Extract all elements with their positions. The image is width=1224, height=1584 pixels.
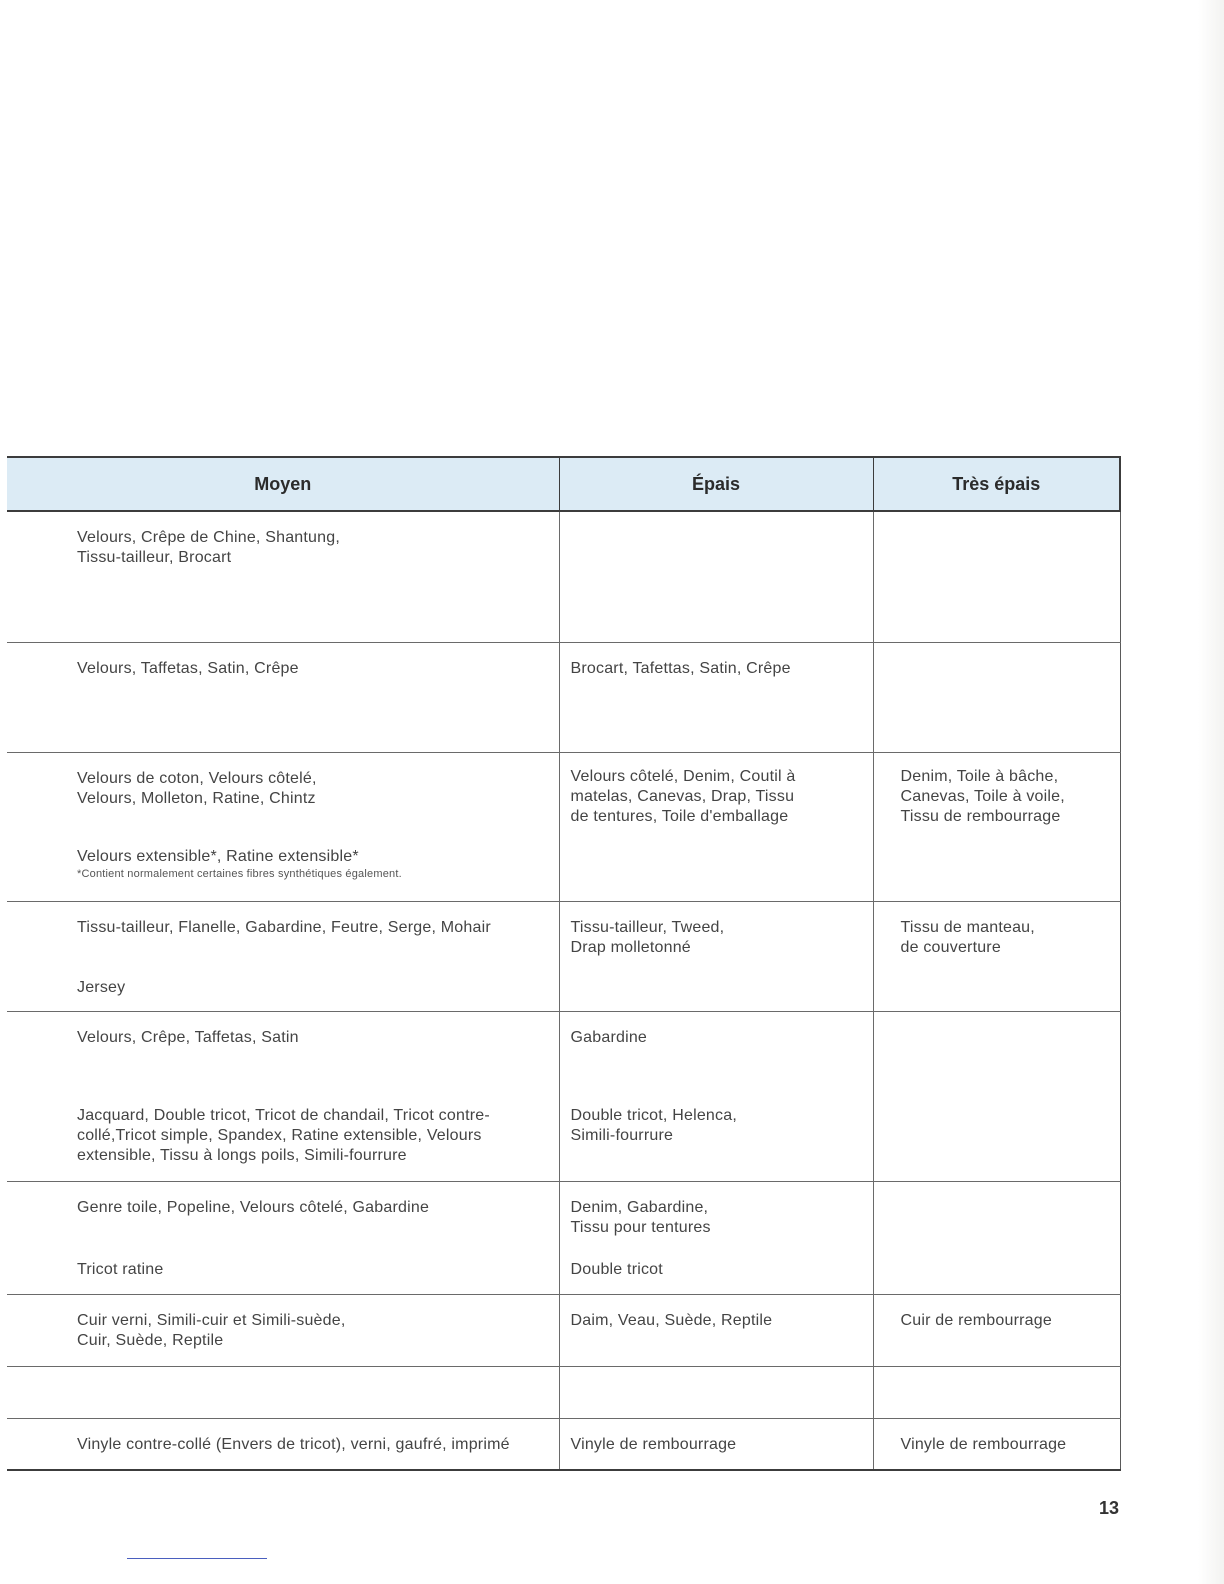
table-row [7, 511, 1120, 642]
cell-moyen [7, 511, 559, 642]
cell-text: Cuir de rembourrage [900, 1311, 1052, 1329]
cell-text: Velours, Crêpe, Taffetas, Satin [77, 1028, 299, 1046]
cell-epais [559, 1294, 873, 1366]
table-row [7, 1366, 1120, 1418]
cell-epais [559, 752, 873, 901]
cell-text: Velours, Crêpe de Chine, Shantung, Tissu-tailleur, Brocart [77, 529, 340, 566]
fabric-weight-table [7, 456, 1121, 1471]
cell-text-secondary: Double tricot [570, 1260, 663, 1278]
cell-text-secondary: Velours extensible*, Ratine extensible* [77, 847, 359, 865]
cell-tres-epais [873, 1418, 1120, 1470]
page-number: 13 [1099, 1498, 1120, 1518]
cell-text: Tissu de manteau, de couverture [900, 918, 1035, 956]
table-row [7, 1294, 1120, 1366]
cell-moyen [7, 901, 559, 1011]
page-edge-shadow [1198, 0, 1224, 1584]
cell-text: Tissu-tailleur, Tweed, Drap molletonné [570, 918, 725, 956]
cell-moyen [7, 642, 559, 752]
cell-tres-epais [873, 511, 1120, 642]
cell-tres-epais [873, 1011, 1120, 1181]
footnote: *Contient normalement certaines fibres synthétiques également. [77, 867, 402, 880]
cell-tres-epais [873, 1294, 1120, 1366]
table-header-row [7, 457, 1120, 511]
cell-text: Vinyle de rembourrage [570, 1435, 737, 1453]
table-row [7, 1418, 1120, 1470]
cell-text: Brocart, Tafettas, Satin, Crêpe [570, 659, 791, 677]
cell-text-secondary: Tricot ratine [77, 1260, 164, 1278]
cell-moyen [7, 1418, 559, 1470]
cell-tres-epais [873, 642, 1120, 752]
cell-text: Denim, Gabardine, Tissu pour tentures [570, 1198, 711, 1236]
cell-text: Gabardine [570, 1028, 648, 1046]
table-row [7, 642, 1120, 752]
cell-text: Vinyle de rembourrage [900, 1435, 1067, 1453]
cell-epais [559, 1181, 873, 1294]
cell-text: Cuir verni, Simili-cuir et Simili-suède, Cuir, Suède, Reptile [77, 1311, 346, 1349]
cell-text: Vinyle contre-collé (Envers de tricot), verni, gaufré, imprimé [77, 1435, 510, 1453]
cell-text-secondary: Jacquard, Double tricot, Tricot de chandail, Tricot contre- collé,Tricot simple, Spandex, Ratine extensible, Velours extensible, Tissu à longs poils, Simili-fourrure [77, 1106, 490, 1164]
table-row [7, 1181, 1120, 1294]
footer-rule [127, 1558, 267, 1559]
cell-tres-epais [873, 1181, 1120, 1294]
cell-moyen [7, 1366, 559, 1418]
cell-epais [559, 642, 873, 752]
cell-moyen [7, 1294, 559, 1366]
cell-tres-epais [873, 1366, 1120, 1418]
cell-text: Velours côtelé, Denim, Coutil à matelas, Canevas, Drap, Tissu de tentures, Toile d'emballage [570, 767, 796, 825]
cell-tres-epais [873, 901, 1120, 1011]
header-tres-epais: Très épais [873, 457, 1120, 511]
cell-epais [559, 511, 873, 642]
header-moyen: Moyen [7, 457, 559, 511]
cell-moyen [7, 752, 559, 901]
cell-text: Genre toile, Popeline, Velours côtelé, Gabardine [77, 1198, 430, 1216]
table-row [7, 1011, 1120, 1181]
cell-text: Velours de coton, Velours côtelé, Velours, Molleton, Ratine, Chintz [77, 769, 317, 807]
cell-text: Daim, Veau, Suède, Reptile [570, 1311, 773, 1329]
cell-epais [559, 901, 873, 1011]
cell-text-secondary: Double tricot, Helenca, Simili-fourrure [570, 1106, 737, 1144]
cell-moyen [7, 1011, 559, 1181]
cell-moyen [7, 1181, 559, 1294]
cell-text: Tissu-tailleur, Flanelle, Gabardine, Feutre, Serge, Mohair [77, 918, 491, 936]
cell-tres-epais [873, 752, 1120, 901]
table-row [7, 752, 1120, 901]
cell-epais [559, 1366, 873, 1418]
cell-epais [559, 1418, 873, 1470]
table-row [7, 901, 1120, 1011]
cell-text: Denim, Toile à bâche, Canevas, Toile à voile, Tissu de rembourrage [900, 767, 1065, 825]
cell-epais [559, 1011, 873, 1181]
header-epais: Épais [559, 457, 873, 511]
cell-text: Velours, Taffetas, Satin, Crêpe [77, 659, 299, 677]
cell-text-secondary: Jersey [77, 978, 126, 996]
